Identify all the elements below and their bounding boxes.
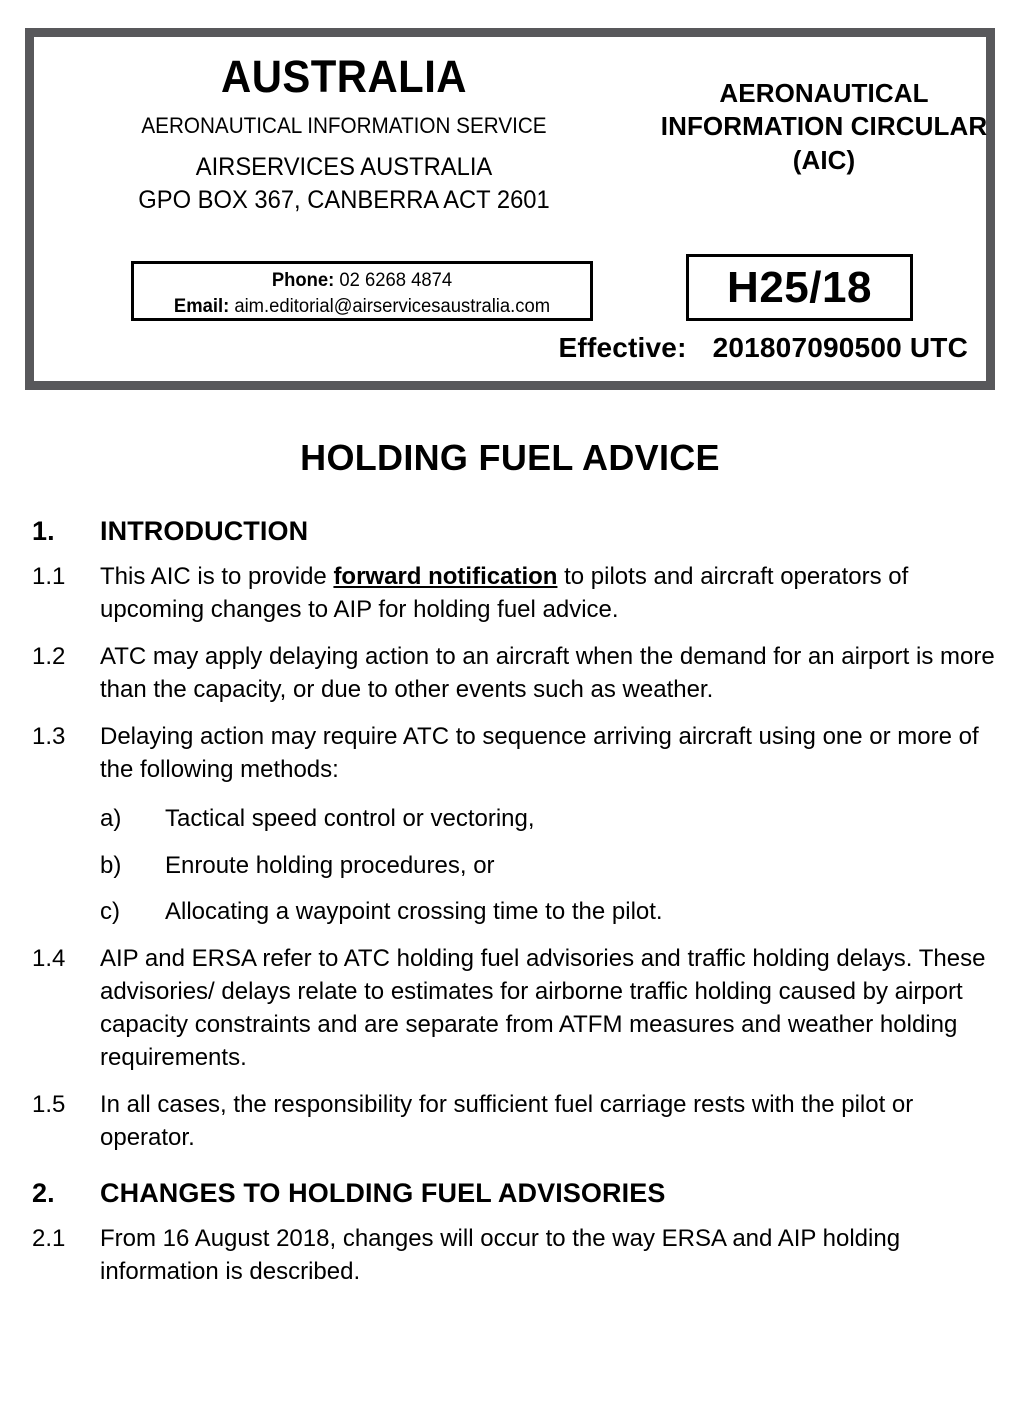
list-marker-c: c) [100, 898, 120, 926]
list-text-c: Allocating a waypoint crossing time to the pilot. [165, 898, 663, 926]
email-line [141, 294, 583, 320]
document-body [0, 515, 1020, 1303]
paragraph-2-1 [0, 1223, 1020, 1289]
paragraph-1-2 [0, 641, 1020, 707]
phone-line [141, 268, 583, 294]
paragraph-emphasis-forward-notification: forward notification [333, 563, 558, 591]
list-text-a: Tactical speed control or vectoring, [165, 804, 535, 832]
email-label: Email: [173, 295, 230, 317]
postal-address: GPO BOX 367, CANBERRA ACT 2601 [138, 185, 550, 214]
paragraph-text-1-2: ATC may apply delaying action to an aircraft when the demand for an airport is more than the capacity, or due to other events such as weather. [100, 643, 995, 704]
section-heading-2 [0, 1177, 1020, 1209]
paragraph-text-1-4: AIP and ERSA refer to ATC holding fuel advisories and traffic holding delays. These advisories/ delays relate to estimates for airborne traffic holding caused by airport capacity constraints and are separate from ATFM measures and weather holding requirements. [100, 945, 986, 1071]
list-marker-b: b) [100, 851, 122, 879]
paragraph-1-3 [0, 721, 1020, 787]
list-text-b: Enroute holding procedures, or [165, 851, 495, 879]
paragraph-text-1-5: In all cases, the responsibility for sufficient fuel carriage rests with the pilot or operator. [100, 1090, 914, 1151]
organisation-block [34, 53, 654, 215]
methods-list [0, 803, 1020, 930]
paragraph-text-1-3: Delaying action may require ATC to sequence arriving aircraft using one or more of the following methods: [100, 722, 979, 783]
section-heading-text-1: INTRODUCTION [100, 516, 309, 546]
contact-details-box [131, 261, 593, 321]
organisation-name: AIRSERVICES AUSTRALIA [195, 153, 493, 182]
section-number-2: 2. [32, 1177, 55, 1208]
aic-header-box [25, 28, 995, 390]
paragraph-number-1-4: 1.4 [32, 945, 66, 973]
list-item [0, 850, 1020, 883]
paragraph-number-1-3: 1.3 [32, 722, 66, 750]
effective-row [34, 332, 968, 364]
paragraph-1-5 [0, 1089, 1020, 1155]
paragraph-1-1 [0, 561, 1020, 627]
list-item [0, 803, 1020, 836]
section-heading-1 [0, 515, 1020, 547]
paragraph-number-1-1: 1.1 [32, 563, 66, 591]
paragraph-number-1-2: 1.2 [32, 643, 66, 671]
aic-number: H25/18 [727, 262, 872, 312]
paragraph-text-1-1-after: to pilots and aircraft operators of upcoming changes to AIP for holding fuel advice. [100, 563, 909, 624]
phone-label: Phone: [271, 270, 335, 291]
circular-title: AERONAUTICAL INFORMATION CIRCULAR (AIC) [660, 78, 988, 175]
phone-value: 02 6268 4874 [339, 270, 453, 291]
service-name: AERONAUTICAL INFORMATION SERVICE [141, 112, 547, 138]
paragraph-number-1-5: 1.5 [32, 1090, 66, 1118]
country-title: AUSTRALIA [221, 51, 467, 102]
paragraph-1-4 [0, 943, 1020, 1075]
effective-value: 201807090500 UTC [712, 332, 968, 363]
paragraph-text-2-1: From 16 August 2018, changes will occur to the way ERSA and AIP holding information is described. [100, 1224, 901, 1285]
list-marker-a: a) [100, 804, 122, 832]
paragraph-text-1-1-before: This AIC is to provide [100, 563, 334, 591]
list-item [0, 896, 1020, 929]
email-value[interactable]: aim.editorial@airservicesaustralia.com [234, 295, 551, 317]
effective-label: Effective: [558, 332, 687, 363]
paragraph-number-2-1: 2.1 [32, 1224, 66, 1252]
document-title: HOLDING FUEL ADVICE [300, 437, 720, 478]
section-heading-text-2: CHANGES TO HOLDING FUEL ADVISORIES [100, 1177, 666, 1208]
section-number-1: 1. [32, 516, 55, 546]
aic-number-box [686, 254, 913, 321]
